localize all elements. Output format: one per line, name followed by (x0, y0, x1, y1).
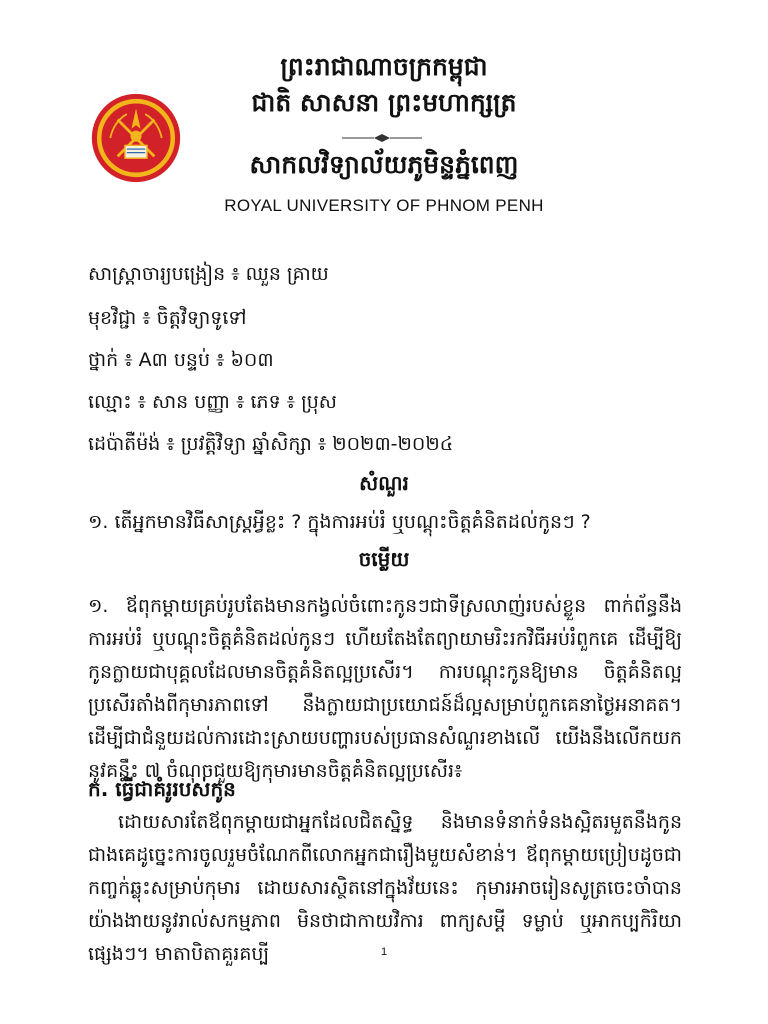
class-line: ថ្នាក់ ៖ A៣ បន្ទប់ ៖ ៦០៣ (88, 349, 274, 371)
subject-line: មុខវិជ្ជា ៖ ចិត្តវិទ្យាទូទៅ (88, 307, 247, 329)
subsection-heading: ក. ធ្វើជាគំរូរបស់កូន (88, 777, 236, 801)
answer-paragraph-1: ១. ឪពុកម្តាយគ្រប់រូបតែងមានកង្វល់ចំពោះកូនៗជាទីស្រលាញ់របស់ខ្លួន ពាក់ព័ន្ធនឹងការអប់រំ ឬបណ្តុះចិត្តគំនិតដល់កូនៗ ហើយតែងតែព្យាយាមរិះរកវិធីអប់រំពួកគេ ដើម្បីឱ្យកូនក្លាយជាបុគ្គលដែលមានចិត្តគំនិតល្អប្រសើរ។ ការបណ្តុះកូនឱ្យមាន ចិត្តគំនិតល្អប្រសើរតាំងពីកុមារភាពទៅ នឹងក្លាយជាប្រយោជន៍ដ៏ល្អសម្រាប់ពួកគេនាថ្ងៃអនាគត។ ដើម្បីជាជំនួយដល់ការដោះស្រាយបញ្ហារបស់ប្រធានសំណួរខាងលើ យើងនឹងលើកយកនូវគន្លឹះ ៧ ចំណុចជួយឱ្យកុមារមានចិត្តគំនិតល្អប្រសើរ៖ (88, 595, 682, 782)
answer-heading: ចម្លើយ (358, 547, 410, 571)
department-line: ដេប៉ាតឺម៉ង់ ៖ ប្រវត្តិវិទ្យា ឆ្នាំសិក្សា ៖ ២០២៣-២០២៤ (88, 433, 454, 455)
university-name-khmer: សាកលវិទ្យាល័យភូមិន្ទភ្នំពេញ (249, 150, 519, 179)
divider-ornament-icon (342, 132, 422, 144)
page-number: 1 (380, 946, 388, 958)
answer-paragraph-2: ដោយសារតែឪពុកម្តាយជាអ្នកដែលជិតស្និទ្ធ និងមានទំនាក់ទំនងស្អិតរមួតនឹងកូនជាងគេដូច្នេះការចូលរួមចំណែកពីលោកអ្នកជារឿងមួយសំខាន់។ ឪពុកម្តាយប្រៀបដូចជាកញ្ចក់ឆ្លុះសម្រាប់កុមារ ដោយសារស្ថិតនៅក្នុងវ័យនេះ កុមារអាចរៀនសូត្រចេះចាំបានយ៉ាងងាយនូវរាល់សកម្មភាព មិនថាជាកាយវិការ ពាក្យសម្តី ទម្លាប់ ឬអាកប្បកិរិយាផ្សេងៗ។ មាតាបិតាគួរគប្បី (88, 811, 682, 965)
teacher-line: សាស្ត្រាចារ្យបង្រៀន ៖ ឈួន គ្រាយ (88, 263, 329, 285)
motto: ជាតិ សាសនា ព្រះមហាក្សត្រ (251, 88, 517, 117)
question-heading: សំណួរ (359, 471, 409, 495)
question-text: ១. តើអ្នកមានវិធីសាស្ត្រអ្វីខ្លះ ? ក្នុងការអប់រំ ឬបណ្តុះចិត្តគំនិតដល់កូនៗ ? (88, 511, 591, 533)
student-name-line: ឈ្មោះ ៖ សាន បញ្ញា ៖ ភេទ ៖ ប្រុស (88, 391, 337, 413)
kingdom-title: ព្រះរាជាណាចក្រកម្ពុជា (280, 52, 488, 81)
university-name-english: ROYAL UNIVERSITY OF PHNOM PENH (224, 196, 544, 215)
